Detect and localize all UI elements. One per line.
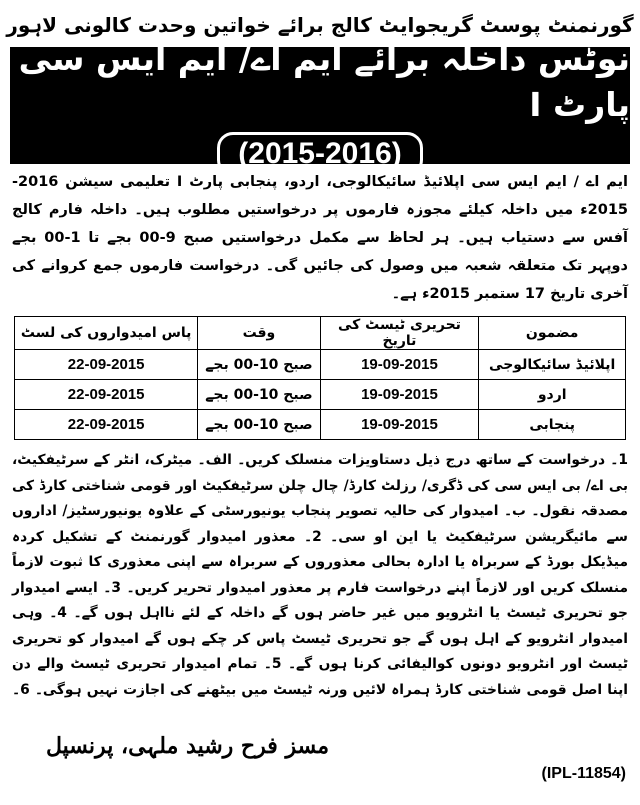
col-subject-header: مضمون — [479, 317, 626, 350]
schedule-table — [14, 316, 626, 440]
ipl-reference-code: (IPL-11854) — [541, 765, 626, 782]
test-date-cell: 19-09-2015 — [320, 410, 479, 440]
table-row — [15, 380, 626, 410]
col-test-date-header: تحریری ٹیسٹ کی تاریخ — [320, 317, 479, 350]
requirements-paragraph: 1۔ درخواست کے ساتھ درج ذیل دستاویزات منسلک کریں۔ الف۔ میٹرک، انٹر کے سرٹیفکیٹ، بی اے/ بی ایس سی کی ڈگری/ رزلٹ کارڈ/ چال چلن سرٹیفکیٹ اور قومی شناختی کارڈ کی مصدقہ نقول۔ ب۔ امیدوار کی حالیہ تصویر پنجاب یونیورسٹی کے علاوہ یونیورسٹیز/ اداروں سے مائیگریشن سرٹیفکیٹ یا این او سی۔ 2۔ معذور امیدوار گورنمنٹ کے تشکیل کردہ میڈیکل بورڈ کے سربراہ یا ادارہ بحالی معذوروں کے سربراہ سے اپنی معذوری کا ثبوت لازماً منسلک کریں اور لازماً اپنے درخواست فارم پر معذور امیدوار تحریر کریں۔ 3۔ ایسے امیدوار جو تحریری ٹیسٹ یا انٹرویو میں غیر حاضر ہوں گے داخلہ کے لئے نااہل ہوں گے۔ 4۔ وہی امیدوار انٹرویو کے اہل ہوں گے جو تحریری ٹیسٹ پاس کر چکے ہوں گے امیدوار کو تحریری ٹیسٹ اور انٹرویو دونوں کوالیفائی کرنا ہوں گے۔ 5۔ تمام امیدوار تحریری ٹیسٹ والے دن اپنا اصل قومی شناختی کارڈ ہمراہ لائیں ورنہ ٹیسٹ میں بیٹھنے کی اجازت نہیں ہوگی۔ 6۔ — [12, 452, 629, 698]
time-cell: صبح 10-00 بجے — [198, 350, 320, 380]
test-date-cell: 19-09-2015 — [320, 350, 479, 380]
col-list-header: پاس امیدواروں کی لسٹ — [15, 317, 198, 350]
session-years: (2015-2016) — [217, 132, 422, 176]
schedule-header-row — [15, 317, 626, 350]
list-date-cell: 22-09-2015 — [15, 380, 198, 410]
subject-cell: اپلائیڈ سائیکالوجی — [479, 350, 626, 380]
test-date-cell: 19-09-2015 — [320, 380, 479, 410]
notice-page — [6, 5, 634, 793]
list-date-cell: 22-09-2015 — [15, 410, 198, 440]
college-heading: گورنمنٹ پوسٹ گریجوایٹ کالج برائے خواتین وحدت کالونی لاہور — [6, 13, 634, 37]
notice-title: نوٹس داخلہ برائے ایم اے/ ایم ایس سی پارٹ I — [18, 38, 630, 124]
notice-banner — [10, 38, 630, 170]
list-date-cell: 22-09-2015 — [15, 350, 198, 380]
subject-cell: پنجابی — [479, 410, 626, 440]
principal-signature: مسز فرح رشید ملہی، پرنسپل — [46, 733, 329, 759]
table-row — [15, 410, 626, 440]
col-time-header: وقت — [198, 317, 320, 350]
time-cell: صبح 10-00 بجے — [198, 410, 320, 440]
intro-paragraph: ایم اے / ایم ایس سی اپلائیڈ سائیکالوجی، اردو، پنجابی پارٹ I تعلیمی سیشن 2016-2015ء میں داخلہ کیلئے مجوزہ فارموں پر درخواستیں مطلوب ہیں۔ داخلہ فارم کالج آفس سے دستیاب ہیں۔ ہر لحاظ سے مکمل درخواستیں صبح 9-00 بجے تا 1-00 بجے دوپہر تک متعلقہ شعبہ میں وصول کی جائیں گی۔ درخواست فارموں جمع کروانے کی آخری تاریخ 17 ستمبر 2015ء ہے۔ — [12, 174, 629, 302]
subject-cell: اردو — [479, 380, 626, 410]
time-cell: صبح 10-00 بجے — [198, 380, 320, 410]
table-row — [15, 350, 626, 380]
